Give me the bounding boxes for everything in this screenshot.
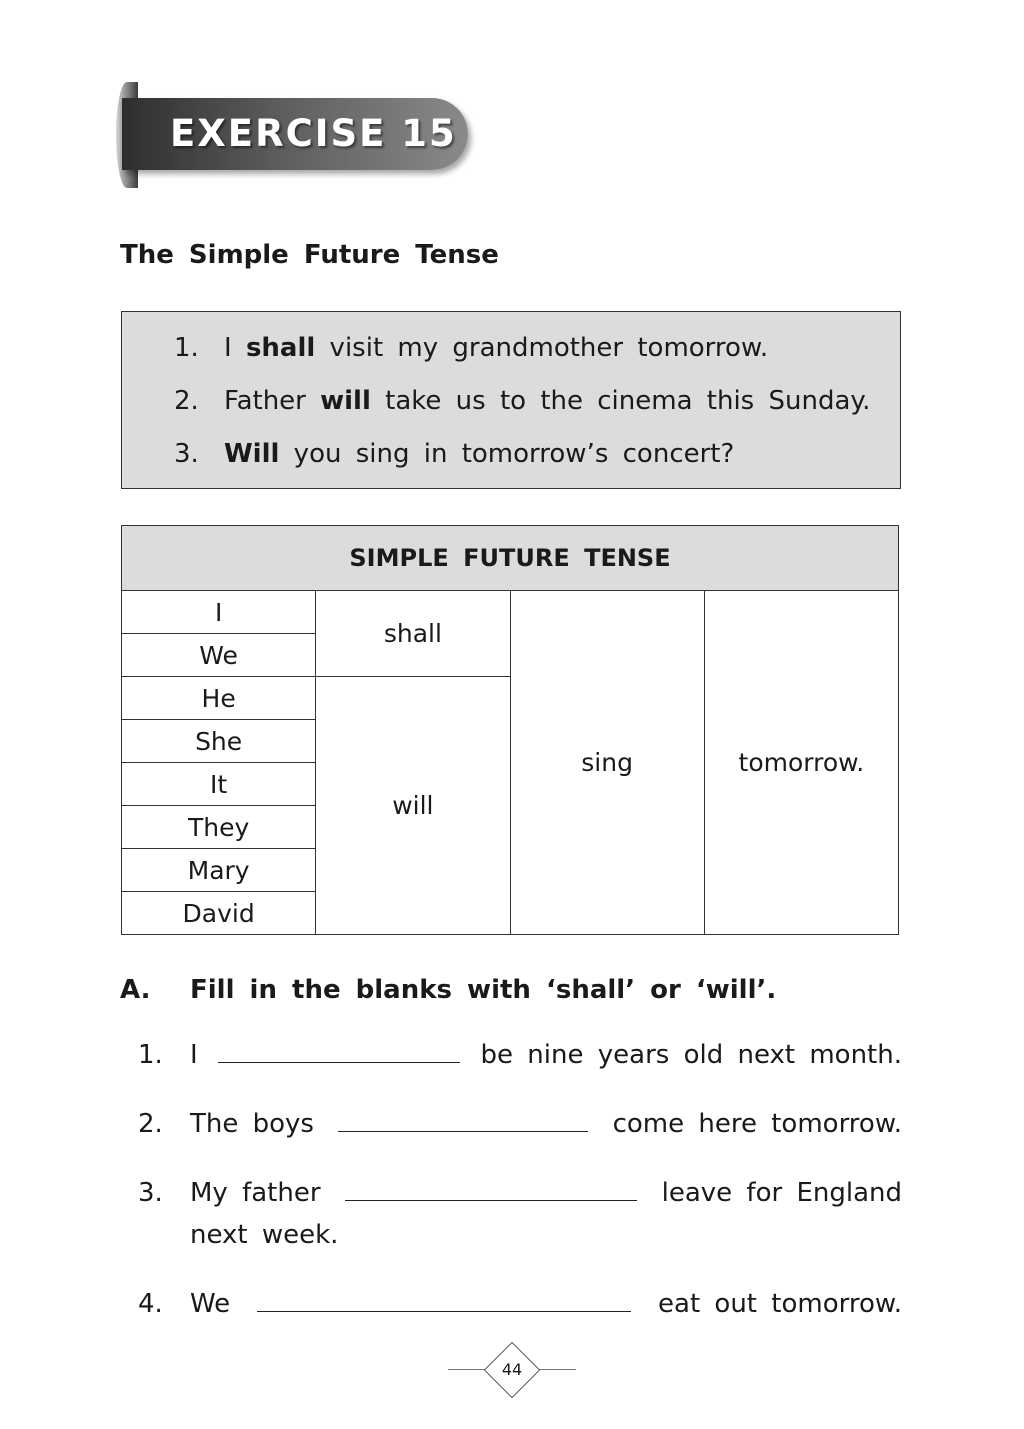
section-heading: The Simple Future Tense <box>120 240 499 270</box>
subject-cell: It <box>122 763 316 806</box>
aux-will-cell: will <box>316 677 510 935</box>
page-footer <box>448 1342 576 1398</box>
simple-future-tense-table <box>121 525 899 935</box>
example-sentence-1: 1. I shall visit my grandmother tomorrow. <box>174 333 769 363</box>
answer-blank[interactable] <box>338 1111 588 1132</box>
table-header: SIMPLE FUTURE TENSE <box>122 526 899 591</box>
footer-rule-left <box>448 1369 488 1370</box>
section-a-instruction: A. Fill in the blanks with ‘shall’ or ‘will’. <box>120 975 777 1005</box>
subject-cell: He <box>122 677 316 720</box>
example-sentence-2: 2. Father will take us to the cinema this Sunday. <box>174 386 871 416</box>
footer-rule-right <box>536 1369 576 1370</box>
time-cell: tomorrow. <box>704 591 898 935</box>
aux-shall-cell: shall <box>316 591 510 677</box>
answer-blank[interactable] <box>218 1042 460 1063</box>
subject-cell: I <box>122 591 316 634</box>
example-sentence-3: 3. Will you sing in tomorrow’s concert? <box>174 439 735 469</box>
answer-blank[interactable] <box>345 1180 637 1201</box>
verb-cell: sing <box>510 591 704 935</box>
subject-cell: David <box>122 892 316 935</box>
exercise-title: EXERCISE 15 <box>170 112 457 155</box>
subject-cell: We <box>122 634 316 677</box>
subject-cell: They <box>122 806 316 849</box>
example-box <box>121 311 901 489</box>
page-number: 44 <box>501 1360 523 1379</box>
subject-cell: She <box>122 720 316 763</box>
answer-blank[interactable] <box>257 1291 631 1312</box>
subject-cell: Mary <box>122 849 316 892</box>
